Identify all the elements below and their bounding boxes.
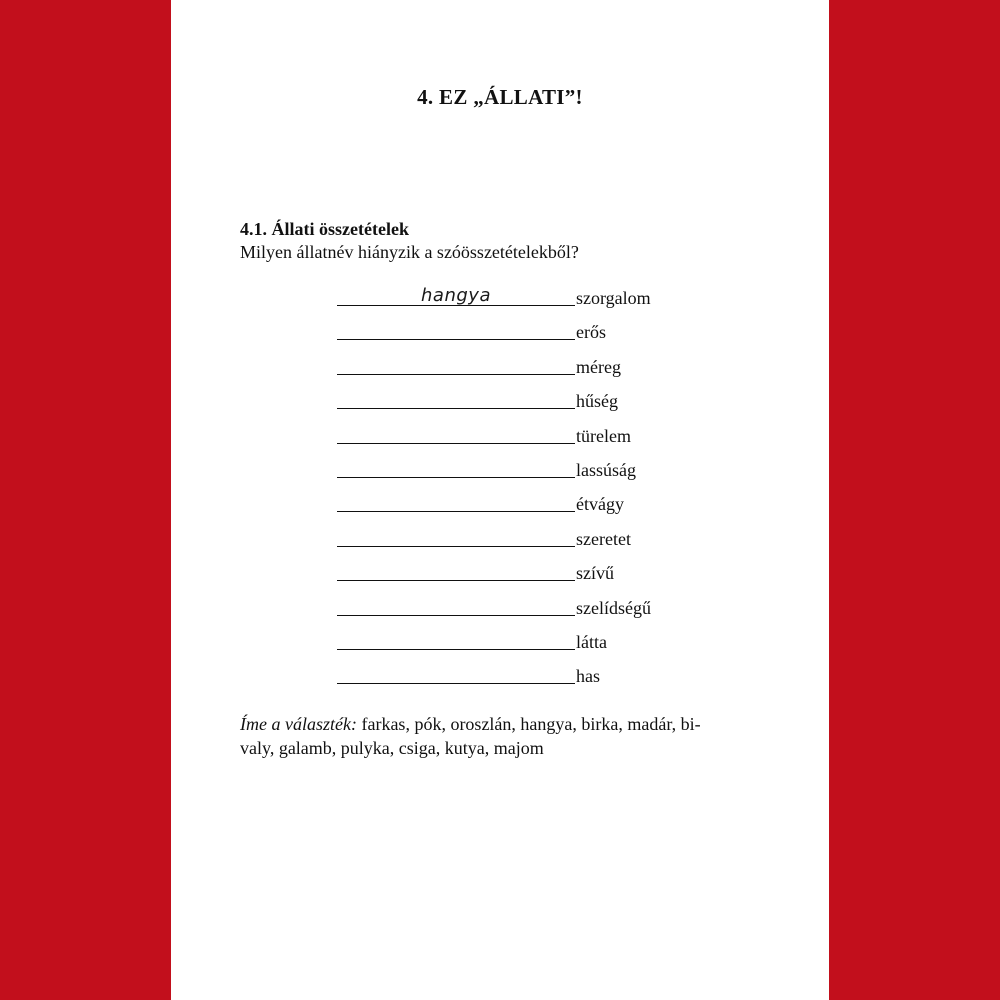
- answer-blank[interactable]: [337, 317, 575, 340]
- compound-row: [337, 317, 737, 351]
- chapter-title: 4. EZ „ÁLLATI”!: [417, 85, 583, 109]
- answer-blank[interactable]: [337, 558, 575, 581]
- word-suffix: erős: [576, 322, 606, 343]
- compound-row: [337, 455, 737, 489]
- answer-blank[interactable]: [337, 489, 575, 512]
- compound-row: [337, 661, 737, 695]
- compound-row: [337, 352, 737, 386]
- word-suffix: szorgalom: [576, 288, 651, 308]
- answer-blank[interactable]: [337, 352, 575, 375]
- compound-row: [337, 524, 737, 558]
- compound-row: [337, 593, 737, 627]
- word-suffix: has: [576, 666, 600, 687]
- answer-blank[interactable]: [337, 386, 575, 409]
- compound-row: [337, 489, 737, 523]
- answer-blank[interactable]: [337, 455, 575, 478]
- compound-word-list: [337, 283, 737, 696]
- word-suffix: látta: [576, 631, 607, 652]
- word-suffix: lassúság: [576, 459, 636, 480]
- word-suffix: étvágy: [576, 494, 624, 515]
- answer-blank[interactable]: [337, 627, 575, 650]
- choices-line-1: farkas, pók, oroszlán, hangya, birka, madár, bi-: [356, 714, 701, 734]
- word-suffix: szeretet: [576, 528, 631, 549]
- compound-row: [337, 386, 737, 420]
- worksheet-page: [171, 0, 829, 1000]
- answer-blank[interactable]: [337, 661, 575, 684]
- handwritten-answer: hangya: [421, 285, 491, 306]
- choices-line-2: valy, galamb, pulyka, csiga, kutya, majom: [240, 738, 544, 758]
- compound-row: [337, 627, 737, 661]
- word-choices: [240, 712, 760, 760]
- choices-label: Íme a választék:: [240, 714, 357, 734]
- answer-blank[interactable]: [337, 593, 575, 616]
- compound-row: [337, 558, 737, 592]
- word-suffix: szívű: [576, 563, 614, 584]
- answer-blank[interactable]: [337, 421, 575, 444]
- compound-row: [337, 421, 737, 455]
- instruction-text: Milyen állatnév hiányzik a szóösszetételekből?: [240, 242, 579, 262]
- word-suffix: méreg: [576, 356, 621, 377]
- compound-row: [337, 283, 737, 317]
- answer-blank[interactable]: [337, 524, 575, 547]
- word-suffix: türelem: [576, 425, 631, 446]
- section-title: 4.1. Állati összetételek: [240, 219, 409, 239]
- word-suffix: szelídségű: [576, 597, 651, 618]
- word-suffix: hűség: [576, 391, 618, 412]
